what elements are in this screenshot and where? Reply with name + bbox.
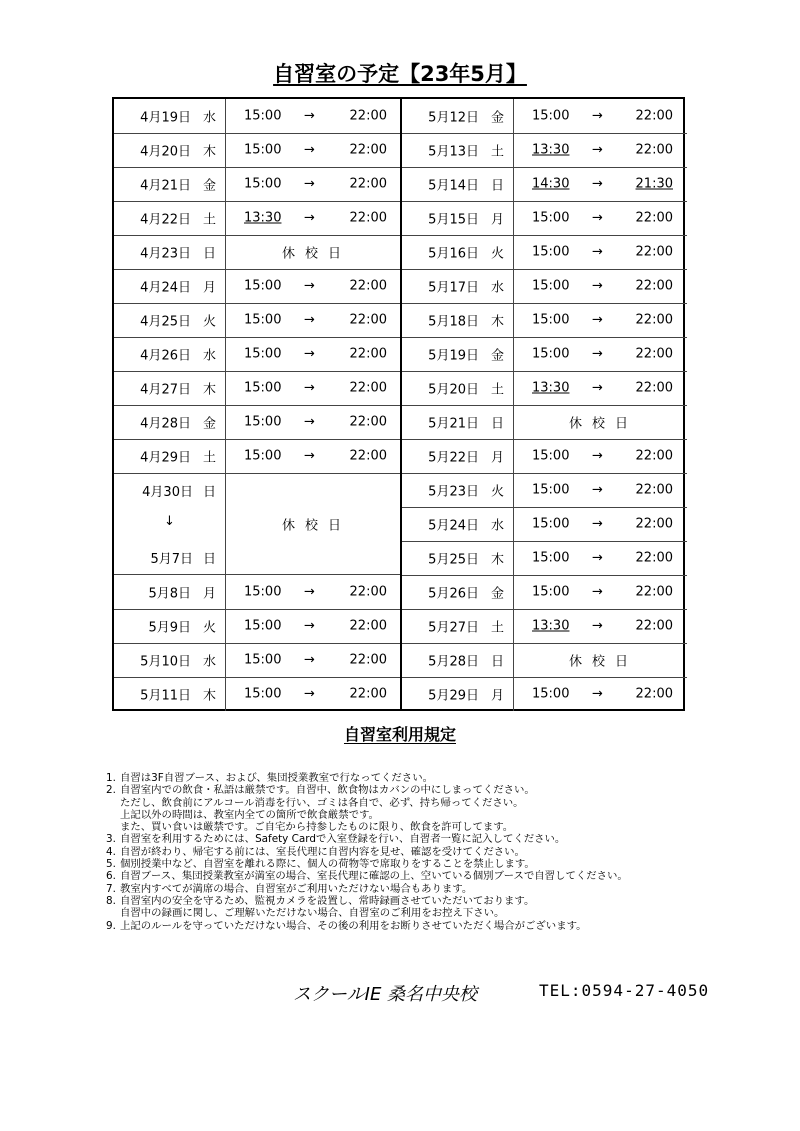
- arrow-icon: →: [592, 550, 603, 566]
- start-time: 15:00: [244, 584, 282, 600]
- arrow-icon: →: [592, 618, 603, 634]
- arrow-icon: →: [304, 278, 315, 294]
- end-time: 22:00: [635, 346, 673, 362]
- weekday-text: 月: [490, 212, 504, 228]
- weekday-text: 木: [202, 144, 216, 160]
- schedule-row: [114, 133, 401, 168]
- arrow-icon: →: [592, 278, 603, 294]
- date-cell: [402, 167, 514, 201]
- start-time: 15:00: [532, 108, 570, 124]
- end-time: 22:00: [635, 278, 673, 294]
- end-time: 22:00: [349, 380, 387, 396]
- weekday-text: 日: [202, 552, 216, 567]
- rule-number: 6.: [106, 870, 116, 883]
- end-time: 22:00: [349, 176, 387, 192]
- start-time: 15:00: [532, 312, 570, 328]
- date-text: 5月13日: [428, 144, 479, 160]
- rule-number: 1.: [106, 772, 116, 784]
- rule-text: 上記のルールを守っていただけない場合、その後の利用をお断りさせていただく場合がございます。: [120, 919, 587, 932]
- arrow-icon: →: [304, 584, 315, 600]
- end-time: 22:00: [349, 618, 387, 634]
- rule-text: 自習は3F自習ブース、および、集団授業教室で行なってください。: [120, 772, 433, 784]
- page-title: 自習室の予定【23年5月】: [273, 62, 527, 86]
- rule-number: 3.: [106, 833, 116, 846]
- date-text: 4月24日: [140, 280, 191, 296]
- schedule-row: [402, 541, 687, 576]
- schedule-row: [402, 303, 687, 338]
- weekday-text: 日: [202, 485, 216, 500]
- rule-item: [106, 883, 726, 895]
- start-time: 15:00: [532, 244, 570, 260]
- date-cell: [114, 303, 226, 337]
- date-text: 5月16日: [428, 246, 479, 262]
- closed-label: 休校日: [568, 416, 638, 432]
- rules-title: 自習室利用規定: [343, 725, 456, 744]
- date-text: 5月27日: [428, 620, 479, 636]
- date-text: 4月25日: [140, 314, 191, 330]
- date-text: 4月20日: [140, 144, 191, 160]
- date-text: 5月17日: [428, 280, 479, 296]
- start-time: 15:00: [532, 686, 570, 702]
- rule-text: 自習ブース、集団授業教室が満室の場合、室長代理に確認の上、空いている個別ブースで自習してください。: [120, 870, 628, 883]
- schedule-row: [114, 269, 401, 304]
- date-cell: [402, 609, 514, 643]
- arrow-icon: →: [304, 312, 315, 328]
- rule-item: [106, 846, 726, 858]
- schedule-row: [402, 337, 687, 372]
- weekday-text: 土: [490, 620, 504, 636]
- schedule-row: [114, 235, 401, 270]
- start-time: 15:00: [244, 142, 282, 158]
- rule-continuation: 上記以外の時間は、教室内全ての箇所で飲食厳禁です。: [120, 808, 379, 821]
- schedule-right-column: [400, 99, 687, 709]
- weekday-text: 土: [490, 144, 504, 160]
- date-text: 4月19日: [140, 110, 191, 126]
- weekday-text: 月: [490, 688, 504, 704]
- start-time: 15:00: [244, 652, 282, 668]
- rule-item: [106, 858, 726, 870]
- date-text: 5月11日: [140, 688, 191, 704]
- schedule-row: [402, 677, 687, 711]
- rule-item: [106, 833, 726, 845]
- date-text: 5月7日: [150, 552, 193, 567]
- arrow-icon: →: [592, 516, 603, 532]
- rule-text: 自習が終わり、帰宅する前には、室長代理に自習内容を見せ、確認を受けてください。: [120, 845, 525, 858]
- arrow-icon: →: [304, 686, 315, 702]
- schedule-row: [114, 337, 401, 372]
- date-text: 5月9日: [148, 620, 191, 636]
- closed-label: 休校日: [568, 654, 638, 670]
- start-time: 13:30: [532, 142, 570, 158]
- date-cell: [402, 303, 514, 337]
- date-text: 4月30日: [142, 485, 193, 500]
- weekday-text: 金: [490, 110, 504, 126]
- arrow-icon: →: [592, 448, 603, 464]
- end-time: 22:00: [635, 686, 673, 702]
- weekday-text: 水: [202, 654, 216, 670]
- end-time: 22:00: [635, 618, 673, 634]
- end-time: 22:00: [635, 142, 673, 158]
- start-time: 13:30: [244, 210, 282, 226]
- schedule-row: [114, 371, 401, 406]
- weekday-text: 木: [490, 314, 504, 330]
- end-time: 22:00: [635, 108, 673, 124]
- rule-continuation: ただし、飲食前にアルコール消毒を行い、ゴミは各自で、必ず、持ち帰ってください。: [120, 796, 524, 809]
- schedule-row: [114, 677, 401, 711]
- schedule-row: [402, 235, 687, 270]
- weekday-text: 火: [202, 314, 216, 330]
- start-time: 15:00: [244, 414, 282, 430]
- start-time: 15:00: [244, 176, 282, 192]
- rule-number: 2.: [106, 784, 116, 797]
- weekday-text: 木: [202, 382, 216, 398]
- date-text: 4月28日: [140, 416, 191, 432]
- date-text: 4月27日: [140, 382, 191, 398]
- arrow-icon: →: [304, 414, 315, 430]
- weekday-text: 金: [490, 586, 504, 602]
- range-start: [142, 481, 216, 500]
- schedule-row: [114, 643, 401, 678]
- weekday-text: 日: [202, 246, 216, 262]
- arrow-icon: →: [304, 448, 315, 464]
- end-time: 22:00: [349, 278, 387, 294]
- weekday-text: 火: [202, 620, 216, 636]
- arrow-icon: →: [592, 210, 603, 226]
- schedule-row: [114, 201, 401, 236]
- date-text: 5月28日: [428, 654, 479, 670]
- end-time: 22:00: [635, 482, 673, 498]
- arrow-icon: →: [304, 618, 315, 634]
- date-text: 4月26日: [140, 348, 191, 364]
- date-text: 4月29日: [140, 450, 191, 466]
- start-time: 15:00: [532, 550, 570, 566]
- rule-number: 8.: [106, 894, 116, 907]
- schedule-row: [402, 269, 687, 304]
- end-time: 22:00: [635, 448, 673, 464]
- closed-label: 休校日: [281, 518, 351, 533]
- schedule-row: [402, 167, 687, 202]
- start-time: 15:00: [244, 108, 282, 124]
- rule-text: 教室内すべてが満席の場合、自習室がご利用いただけない場合もあります。: [120, 882, 473, 895]
- arrow-icon: →: [304, 346, 315, 362]
- end-time: 22:00: [349, 142, 387, 158]
- closed-label: 休校日: [281, 246, 351, 262]
- rule-item: [106, 895, 726, 907]
- date-cell: [114, 643, 226, 677]
- footer: [293, 980, 710, 1006]
- rule-number: 5.: [106, 858, 116, 871]
- schedule-row: [402, 201, 687, 236]
- schedule-row: [402, 643, 687, 678]
- weekday-text: 月: [202, 280, 216, 296]
- schedule-row: [402, 99, 687, 134]
- arrow-icon: →: [304, 652, 315, 668]
- start-time: 15:00: [244, 618, 282, 634]
- end-time: 22:00: [349, 312, 387, 328]
- rule-number: 4.: [106, 845, 116, 858]
- weekday-text: 水: [490, 518, 504, 534]
- weekday-text: 日: [490, 416, 504, 432]
- end-time: 22:00: [635, 584, 673, 600]
- rule-item: [106, 772, 726, 784]
- date-cell: [114, 167, 226, 201]
- arrow-icon: →: [592, 176, 603, 192]
- arrow-icon: →: [592, 142, 603, 158]
- schedule-row: [114, 303, 401, 338]
- schedule-row: [114, 405, 401, 440]
- end-time: 22:00: [635, 550, 673, 566]
- schedule-row: [114, 167, 401, 202]
- end-time: 22:00: [349, 414, 387, 430]
- start-time: 13:30: [532, 380, 570, 396]
- rule-text: 自習室を利用するためには、Safety Cardで入室登録を行い、自習者一覧に記入してください。: [120, 833, 566, 846]
- date-text: 5月24日: [428, 518, 479, 534]
- end-time: 22:00: [349, 346, 387, 362]
- date-cell: [114, 337, 226, 371]
- weekday-text: 日: [490, 654, 504, 670]
- schedule-left-column: [114, 99, 401, 709]
- arrow-icon: →: [592, 380, 603, 396]
- date-text: 5月22日: [428, 450, 479, 466]
- phone-number: TEL:0594-27-4050: [539, 981, 710, 1000]
- date-text: 5月10日: [140, 654, 191, 670]
- weekday-text: 水: [490, 280, 504, 296]
- date-cell: [402, 99, 514, 133]
- schedule-row: [402, 371, 687, 406]
- schedule-row: [402, 439, 687, 474]
- rules-list: [106, 772, 726, 932]
- end-time: 22:00: [635, 516, 673, 532]
- start-time: 15:00: [532, 482, 570, 498]
- weekday-text: 水: [202, 348, 216, 364]
- date-cell: [402, 541, 514, 575]
- weekday-text: 土: [202, 212, 216, 228]
- date-cell: [402, 133, 514, 167]
- date-cell: [402, 575, 514, 609]
- arrow-icon: →: [592, 312, 603, 328]
- schedule-row: [114, 99, 401, 134]
- end-time: 21:30: [635, 176, 673, 192]
- date-text: 5月21日: [428, 416, 479, 432]
- weekday-text: 月: [202, 586, 216, 602]
- rule-text: 個別授業中など、自習室を離れる際に、個人の荷物等で席取りをすることを禁止します。: [120, 858, 535, 871]
- start-time: 15:00: [532, 346, 570, 362]
- start-time: 15:00: [532, 584, 570, 600]
- date-text: 5月8日: [148, 586, 191, 602]
- date-range-cell: [114, 473, 226, 574]
- date-cell: [402, 507, 514, 541]
- schedule-row: [114, 575, 401, 610]
- date-text: 5月15日: [428, 212, 479, 228]
- date-cell: [402, 269, 514, 303]
- date-text: 5月12日: [428, 110, 479, 126]
- date-cell: [114, 99, 226, 133]
- start-time: 15:00: [244, 312, 282, 328]
- schedule-row: [402, 507, 687, 542]
- weekday-text: 金: [202, 416, 216, 432]
- rule-text: 自習室内での飲食・私語は厳禁です。自習中、飲食物はカバンの中にしまってください。: [120, 784, 535, 797]
- date-text: 4月23日: [140, 246, 191, 262]
- date-cell: [114, 269, 226, 303]
- weekday-text: 水: [202, 110, 216, 126]
- schedule-row: [402, 133, 687, 168]
- date-cell: [402, 371, 514, 405]
- end-time: 22:00: [635, 312, 673, 328]
- date-cell: [402, 405, 514, 439]
- schedule-row: [402, 473, 687, 508]
- schedule-row: [402, 575, 687, 610]
- schedule-range-row: [114, 473, 401, 575]
- rule-text: 自習室内の安全を守るため、監視カメラを設置し、常時録画させていただいております。: [120, 894, 535, 907]
- rule-number: 9.: [106, 919, 116, 932]
- start-time: 15:00: [244, 346, 282, 362]
- arrow-icon: →: [592, 584, 603, 600]
- rule-continuation: 自習中の録画に関し、ご理解いただけない場合、自習室のご利用をお控え下さい。: [120, 907, 505, 920]
- start-time: 13:30: [532, 618, 570, 634]
- date-cell: [114, 609, 226, 643]
- start-time: 15:00: [244, 278, 282, 294]
- end-time: 22:00: [349, 584, 387, 600]
- school-name: スクールIE 桑名中央校: [293, 984, 478, 1005]
- weekday-text: 土: [202, 450, 216, 466]
- date-cell: [114, 405, 226, 439]
- arrow-icon: →: [304, 142, 315, 158]
- start-time: 14:30: [532, 176, 570, 192]
- date-text: 5月26日: [428, 586, 479, 602]
- schedule-row: [402, 405, 687, 440]
- arrow-icon: →: [592, 686, 603, 702]
- start-time: 15:00: [532, 448, 570, 464]
- rule-number: 7.: [106, 882, 116, 895]
- date-text: 5月18日: [428, 314, 479, 330]
- end-time: 22:00: [635, 210, 673, 226]
- range-end: [150, 548, 216, 567]
- start-time: 15:00: [244, 380, 282, 396]
- arrow-icon: →: [304, 380, 315, 396]
- weekday-text: 日: [490, 178, 504, 194]
- arrow-icon: →: [304, 176, 315, 192]
- weekday-text: 火: [490, 246, 504, 262]
- end-time: 22:00: [349, 210, 387, 226]
- date-text: 5月29日: [428, 688, 479, 704]
- rule-item: [106, 870, 726, 882]
- rule-item: [106, 920, 726, 932]
- date-cell: [402, 439, 514, 473]
- arrow-icon: →: [592, 346, 603, 362]
- end-time: 22:00: [349, 686, 387, 702]
- weekday-text: 金: [202, 178, 216, 194]
- date-cell: [402, 201, 514, 235]
- date-text: 5月25日: [428, 552, 479, 568]
- weekday-text: 金: [490, 348, 504, 364]
- arrow-icon: →: [592, 108, 603, 124]
- date-text: 4月22日: [140, 212, 191, 228]
- date-cell: [402, 473, 514, 507]
- end-time: 22:00: [635, 380, 673, 396]
- start-time: 15:00: [244, 686, 282, 702]
- start-time: 15:00: [532, 210, 570, 226]
- weekday-text: 火: [490, 484, 504, 500]
- date-cell: [402, 677, 514, 711]
- arrow-icon: →: [304, 210, 315, 226]
- date-cell: [114, 371, 226, 405]
- weekday-text: 木: [202, 688, 216, 704]
- date-cell: [114, 439, 226, 473]
- arrow-icon: →: [592, 244, 603, 260]
- schedule-row: [114, 439, 401, 474]
- start-time: 15:00: [532, 278, 570, 294]
- date-cell: [114, 133, 226, 167]
- date-text: 5月19日: [428, 348, 479, 364]
- date-cell: [402, 337, 514, 371]
- rule-continuation: また、買い食いは厳禁です。ご自宅から持参したものに限り、飲食を許可してます。: [120, 821, 514, 834]
- end-time: 22:00: [349, 448, 387, 464]
- date-cell: [114, 235, 226, 269]
- date-cell: [114, 201, 226, 235]
- schedule-row: [114, 609, 401, 644]
- rule-item: [106, 784, 726, 796]
- date-text: 5月23日: [428, 484, 479, 500]
- weekday-text: 土: [490, 382, 504, 398]
- start-time: 15:00: [244, 448, 282, 464]
- end-time: 22:00: [349, 652, 387, 668]
- arrow-icon: →: [592, 482, 603, 498]
- date-cell: [402, 643, 514, 677]
- date-text: 5月14日: [428, 178, 479, 194]
- date-cell: [402, 235, 514, 269]
- arrow-icon: →: [304, 108, 315, 124]
- down-arrow-icon: ↓: [164, 514, 175, 529]
- schedule-row: [402, 609, 687, 644]
- schedule-table: [112, 97, 685, 711]
- date-cell: [114, 677, 226, 711]
- weekday-text: 木: [490, 552, 504, 568]
- date-text: 4月21日: [140, 178, 191, 194]
- weekday-text: 月: [490, 450, 504, 466]
- date-text: 5月20日: [428, 382, 479, 398]
- start-time: 15:00: [532, 516, 570, 532]
- end-time: 22:00: [349, 108, 387, 124]
- date-cell: [114, 575, 226, 609]
- end-time: 22:00: [635, 244, 673, 260]
